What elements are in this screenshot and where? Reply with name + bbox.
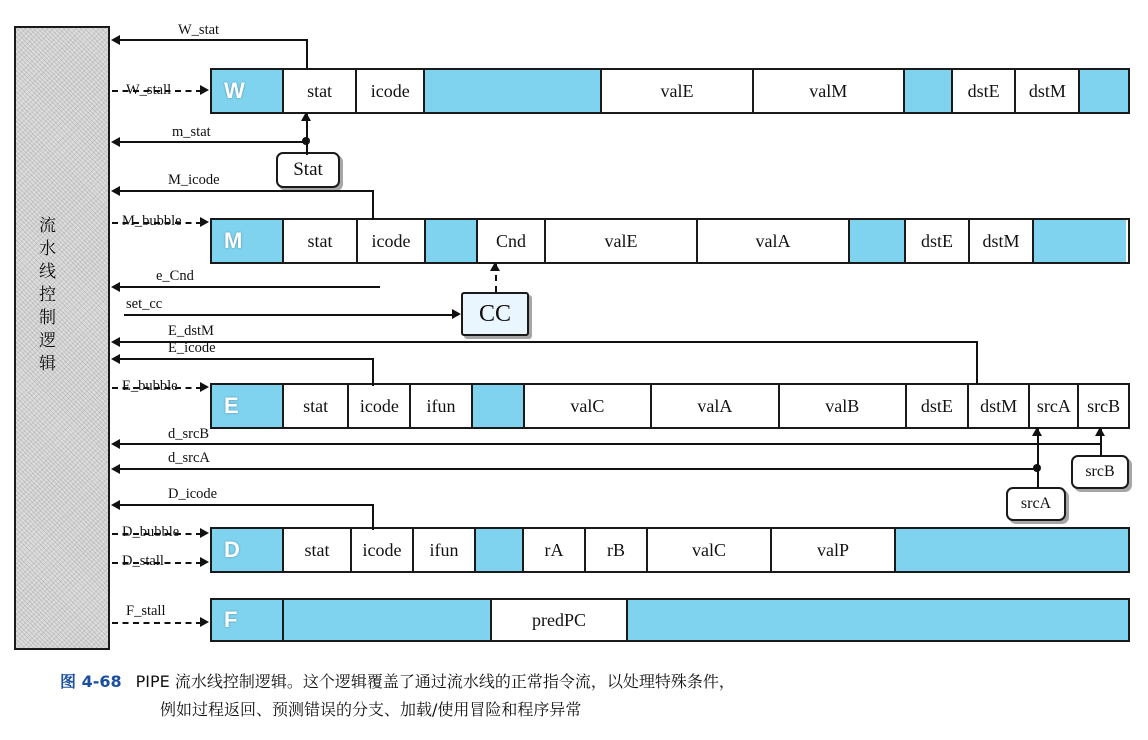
wire-e-cnd-arrow (111, 282, 120, 292)
e-field-valA: valA (652, 385, 779, 427)
signal-label-e-cnd: e_Cnd (156, 268, 194, 284)
wire-w-stat-v (306, 39, 308, 69)
signal-label-d-stall: D_stall (122, 553, 164, 569)
wire-e-icode-v (372, 358, 374, 386)
m-field-cnd: Cnd (478, 220, 546, 262)
wire-set-cc-h (124, 314, 458, 316)
ctrl-char-3: 控 (39, 285, 57, 305)
d-field-valP: valP (772, 529, 896, 571)
wire-e-icode-arrow (111, 354, 120, 364)
e-field-gap1 (473, 385, 525, 427)
wire-m-stat-arrow-up (301, 112, 311, 121)
f-field-predPC: predPC (492, 600, 628, 640)
wire-d-srcb-h (120, 443, 1102, 445)
ctrl-char-4: 制 (39, 308, 57, 328)
pipeline-register-w (210, 68, 1130, 114)
ctrl-char-1: 水 (39, 239, 57, 259)
d-field-valC: valC (648, 529, 772, 571)
wire-set-cc-arrow (452, 309, 461, 319)
signal-label-m-icode: M_icode (168, 172, 220, 188)
signal-label-f-stall: F_stall (126, 603, 166, 619)
m-field-valA: valA (698, 220, 850, 262)
f-field-gap1 (284, 600, 492, 640)
signal-label-m-bubble: M_bubble (122, 213, 182, 229)
ctrl-char-2: 线 (39, 262, 57, 282)
wire-d-bubble-arrow (200, 528, 209, 538)
m-field-gap3 (1034, 220, 1126, 262)
m-field-icode: icode (358, 220, 426, 262)
w-field-icode: icode (357, 70, 425, 112)
wire-w-stat-arrow (111, 35, 120, 45)
wire-e-dstm-h (120, 341, 978, 343)
pipeline-register-d (210, 527, 1130, 573)
f-field-gap2 (628, 600, 1128, 640)
wire-d-srcb-arrow (111, 439, 120, 449)
wire-d-icode-h (120, 504, 374, 506)
pipeline-register-e (210, 383, 1130, 429)
pipeline-register-f (210, 598, 1130, 642)
wire-e-dstm-v (976, 341, 978, 385)
figure-caption-line2: 例如过程返回、预测错误的分支、加载/使用冒险和程序异常 (160, 700, 582, 719)
m-field-gap1 (426, 220, 478, 262)
stat-box: Stat (276, 152, 340, 188)
stage-w-name: W (212, 70, 284, 112)
wire-e-icode-h (120, 358, 374, 360)
wire-f-stall-arrow (200, 617, 209, 627)
stage-d-name: D (212, 529, 284, 571)
w-field-stat: stat (284, 70, 358, 112)
m-field-stat: stat (284, 220, 358, 262)
wire-m-stat-arrow (111, 137, 120, 147)
e-field-srcB: srcB (1079, 385, 1128, 427)
ctrl-char-6: 辑 (39, 354, 57, 374)
signal-label-set-cc: set_cc (126, 296, 163, 312)
wire-m-bubble-arrow (200, 217, 209, 227)
wire-d-srca-h (120, 468, 1038, 470)
signal-label-m-stat: m_stat (172, 124, 211, 140)
e-field-valB: valB (780, 385, 907, 427)
d-field-stat: stat (284, 529, 352, 571)
w-field-dstM: dstM (1016, 70, 1080, 112)
wire-m-stat-junction (302, 137, 310, 145)
cc-box: CC (461, 292, 529, 336)
e-field-dstM: dstM (969, 385, 1031, 427)
m-field-dstE: dstE (906, 220, 970, 262)
wire-m-stat-h (120, 141, 308, 143)
signal-label-d-srca: d_srcA (168, 450, 210, 466)
signal-label-e-bubble: E_bubble (122, 378, 178, 394)
wire-e-cnd-h (120, 286, 380, 288)
d-field-icode: icode (352, 529, 414, 571)
stage-m-name: M (212, 220, 284, 262)
ctrl-char-5: 逻 (39, 331, 57, 351)
signal-label-d-icode: D_icode (168, 486, 218, 502)
wire-m-icode-arrow (111, 186, 120, 196)
signal-label-w-stat: W_stat (178, 22, 220, 38)
ctrl-char-0: 流 (39, 216, 57, 236)
wire-w-stat-h (120, 39, 308, 41)
m-field-gap2 (850, 220, 906, 262)
wire-d-srca-arrow-up (1032, 427, 1042, 436)
wire-m-icode-v (372, 190, 374, 220)
e-field-dstE: dstE (907, 385, 969, 427)
w-field-dstE: dstE (953, 70, 1017, 112)
e-field-valC: valC (525, 385, 652, 427)
stage-f-name: F (212, 600, 284, 640)
m-field-valE: valE (546, 220, 698, 262)
srcb-box: srcB (1071, 455, 1129, 489)
wire-d-icode-v (372, 504, 374, 530)
e-field-ifun: ifun (411, 385, 473, 427)
e-field-icode: icode (349, 385, 411, 427)
d-field-gap1 (476, 529, 524, 571)
d-field-rA: rA (524, 529, 586, 571)
stage-e-name: E (212, 385, 284, 427)
wire-e-dstm-arrow (111, 337, 120, 347)
d-field-ifun: ifun (414, 529, 476, 571)
wire-e-cnd-arrow-up (490, 262, 500, 271)
d-field-rB: rB (586, 529, 648, 571)
wire-d-srca-arrow (111, 464, 120, 474)
pipeline-control-logic-label (0, 215, 96, 376)
wire-d-stall-arrow (200, 557, 209, 567)
e-field-srcA: srcA (1030, 385, 1079, 427)
pipeline-register-m (210, 218, 1130, 264)
signal-label-w-stall: W_stall (126, 82, 172, 98)
wire-f-stall (112, 622, 202, 624)
wire-m-icode-h (120, 190, 374, 192)
d-field-gap2 (896, 529, 1128, 571)
m-field-dstM: dstM (970, 220, 1034, 262)
wire-d-srca-v (1037, 429, 1039, 489)
signal-label-e-icode: E_icode (168, 340, 216, 356)
srca-box: srcA (1006, 487, 1066, 521)
figure-number: 图 4-68 (60, 672, 122, 691)
w-field-gap2 (905, 70, 953, 112)
w-field-gap3 (1080, 70, 1128, 112)
wire-d-srcb-arrow-up (1095, 427, 1105, 436)
figure-caption (60, 668, 1120, 724)
wire-w-stall-arrow (200, 85, 209, 95)
wire-d-icode-arrow (111, 500, 120, 510)
figure-caption-line1: PIPE 流水线控制逻辑。这个逻辑覆盖了通过流水线的正常指令流，以处理特殊条件， (135, 672, 735, 691)
w-field-valE: valE (602, 70, 753, 112)
signal-label-d-srcb: d_srcB (168, 426, 210, 442)
w-field-gap1 (425, 70, 602, 112)
wire-e-bubble-arrow (200, 382, 209, 392)
signal-label-e-dstm: E_dstM (168, 323, 214, 339)
e-field-stat: stat (284, 385, 350, 427)
w-field-valM: valM (754, 70, 905, 112)
signal-label-d-bubble: D_bubble (122, 524, 180, 540)
